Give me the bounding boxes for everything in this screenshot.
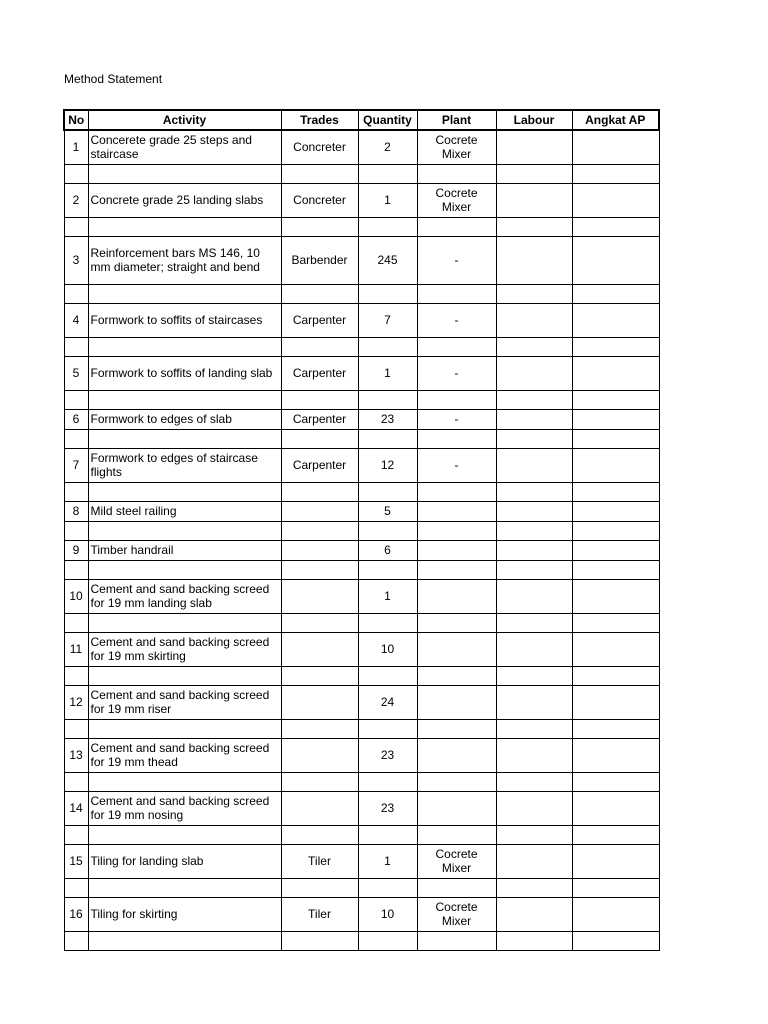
table-row [64,897,659,931]
cell-labour [496,579,572,613]
spacer-row [64,719,659,738]
cell-no: 2 [64,183,88,217]
cell-activity: Cement and sand backing screed for 19 mm thead [88,738,281,772]
cell-labour [496,738,572,772]
table-row [64,844,659,878]
cell-plant: - [417,356,496,390]
cell-trades [281,540,358,560]
spacer-row [64,217,659,236]
cell-angkat-ap [572,540,659,560]
cell-no: 1 [64,130,88,164]
cell-labour [496,183,572,217]
cell-angkat-ap [572,183,659,217]
spacer-row [64,390,659,409]
cell-trades: Tiler [281,844,358,878]
header-activity: Activity [88,110,281,130]
cell-labour [496,540,572,560]
cell-angkat-ap [572,632,659,666]
cell-activity: Reinforcement bars MS 146, 10 mm diameter; straight and bend [88,236,281,284]
cell-labour [496,501,572,521]
header-angkat-ap: Angkat AP [572,110,659,130]
cell-no: 6 [64,409,88,429]
cell-labour [496,409,572,429]
cell-activity: Concerete grade 25 steps and staircase [88,130,281,164]
cell-no: 15 [64,844,88,878]
spacer-row [64,482,659,501]
method-statement-table [63,109,660,951]
cell-angkat-ap [572,409,659,429]
cell-plant: Cocrete Mixer [417,897,496,931]
cell-activity: Formwork to edges of slab [88,409,281,429]
table-row [64,501,659,521]
cell-quantity: 1 [358,183,417,217]
cell-activity: Concrete grade 25 landing slabs [88,183,281,217]
spacer-row [64,521,659,540]
cell-plant [417,632,496,666]
spacer-row [64,164,659,183]
cell-angkat-ap [572,791,659,825]
header-trades: Trades [281,110,358,130]
cell-quantity: 1 [358,844,417,878]
cell-quantity: 10 [358,897,417,931]
cell-activity: Formwork to soffits of staircases [88,303,281,337]
cell-angkat-ap [572,130,659,164]
cell-no: 14 [64,791,88,825]
cell-no: 4 [64,303,88,337]
table-row [64,303,659,337]
cell-labour [496,130,572,164]
cell-activity: Cement and sand backing screed for 19 mm landing slab [88,579,281,613]
cell-trades [281,685,358,719]
cell-no: 13 [64,738,88,772]
spacer-row [64,284,659,303]
table-row [64,183,659,217]
cell-labour [496,236,572,284]
cell-no: 12 [64,685,88,719]
cell-trades [281,738,358,772]
spacer-row [64,931,659,950]
cell-labour [496,791,572,825]
table-row [64,409,659,429]
cell-plant: - [417,303,496,337]
cell-plant [417,685,496,719]
header-row [64,110,659,130]
cell-activity: Cement and sand backing screed for 19 mm riser [88,685,281,719]
cell-labour [496,356,572,390]
header-quantity: Quantity [358,110,417,130]
spacer-row [64,613,659,632]
cell-angkat-ap [572,448,659,482]
cell-activity: Cement and sand backing screed for 19 mm skirting [88,632,281,666]
cell-plant: - [417,236,496,284]
cell-labour [496,685,572,719]
cell-plant: Cocrete Mixer [417,130,496,164]
cell-activity: Timber handrail [88,540,281,560]
cell-quantity: 23 [358,409,417,429]
cell-labour [496,844,572,878]
spacer-row [64,337,659,356]
cell-quantity: 2 [358,130,417,164]
table-row [64,236,659,284]
cell-angkat-ap [572,844,659,878]
cell-trades: Carpenter [281,356,358,390]
spacer-row [64,560,659,579]
cell-labour [496,303,572,337]
cell-activity: Mild steel railing [88,501,281,521]
cell-activity: Cement and sand backing screed for 19 mm nosing [88,791,281,825]
cell-trades: Carpenter [281,409,358,429]
spacer-row [64,429,659,448]
cell-trades [281,501,358,521]
cell-angkat-ap [572,579,659,613]
cell-plant: Cocrete Mixer [417,183,496,217]
cell-trades: Concreter [281,130,358,164]
table-row [64,540,659,560]
cell-activity: Tiling for skirting [88,897,281,931]
cell-no: 5 [64,356,88,390]
cell-quantity: 7 [358,303,417,337]
cell-no: 8 [64,501,88,521]
cell-quantity: 24 [358,685,417,719]
table-row [64,448,659,482]
cell-no: 11 [64,632,88,666]
cell-plant [417,540,496,560]
cell-no: 7 [64,448,88,482]
cell-quantity: 12 [358,448,417,482]
table-row [64,356,659,390]
cell-quantity: 245 [358,236,417,284]
cell-quantity: 1 [358,356,417,390]
cell-plant [417,791,496,825]
cell-labour [496,897,572,931]
cell-trades [281,791,358,825]
cell-quantity: 23 [358,738,417,772]
cell-trades: Carpenter [281,448,358,482]
cell-trades: Barbender [281,236,358,284]
cell-labour [496,632,572,666]
cell-angkat-ap [572,501,659,521]
cell-trades: Carpenter [281,303,358,337]
cell-trades: Concreter [281,183,358,217]
cell-angkat-ap [572,356,659,390]
spacer-row [64,878,659,897]
cell-trades [281,579,358,613]
cell-plant [417,738,496,772]
table-row [64,632,659,666]
cell-no: 16 [64,897,88,931]
cell-no: 9 [64,540,88,560]
cell-plant: - [417,448,496,482]
spacer-row [64,825,659,844]
cell-plant: Cocrete Mixer [417,844,496,878]
spacer-row [64,772,659,791]
header-labour: Labour [496,110,572,130]
cell-angkat-ap [572,236,659,284]
cell-angkat-ap [572,303,659,337]
cell-quantity: 23 [358,791,417,825]
cell-plant: - [417,409,496,429]
cell-quantity: 5 [358,501,417,521]
cell-quantity: 1 [358,579,417,613]
header-no: No [64,110,88,130]
cell-labour [496,448,572,482]
cell-trades: Tiler [281,897,358,931]
header-plant: Plant [417,110,496,130]
cell-activity: Tiling for landing slab [88,844,281,878]
document-title: Method Statement [64,72,163,86]
cell-plant [417,501,496,521]
cell-plant [417,579,496,613]
spacer-row [64,666,659,685]
cell-angkat-ap [572,738,659,772]
cell-activity: Formwork to soffits of landing slab [88,356,281,390]
cell-no: 10 [64,579,88,613]
table-row [64,685,659,719]
cell-no: 3 [64,236,88,284]
cell-quantity: 6 [358,540,417,560]
table-row [64,791,659,825]
cell-quantity: 10 [358,632,417,666]
table-row [64,738,659,772]
table-row [64,579,659,613]
table-row [64,130,659,164]
cell-activity: Formwork to edges of staircase flights [88,448,281,482]
cell-angkat-ap [572,897,659,931]
cell-trades [281,632,358,666]
cell-angkat-ap [572,685,659,719]
